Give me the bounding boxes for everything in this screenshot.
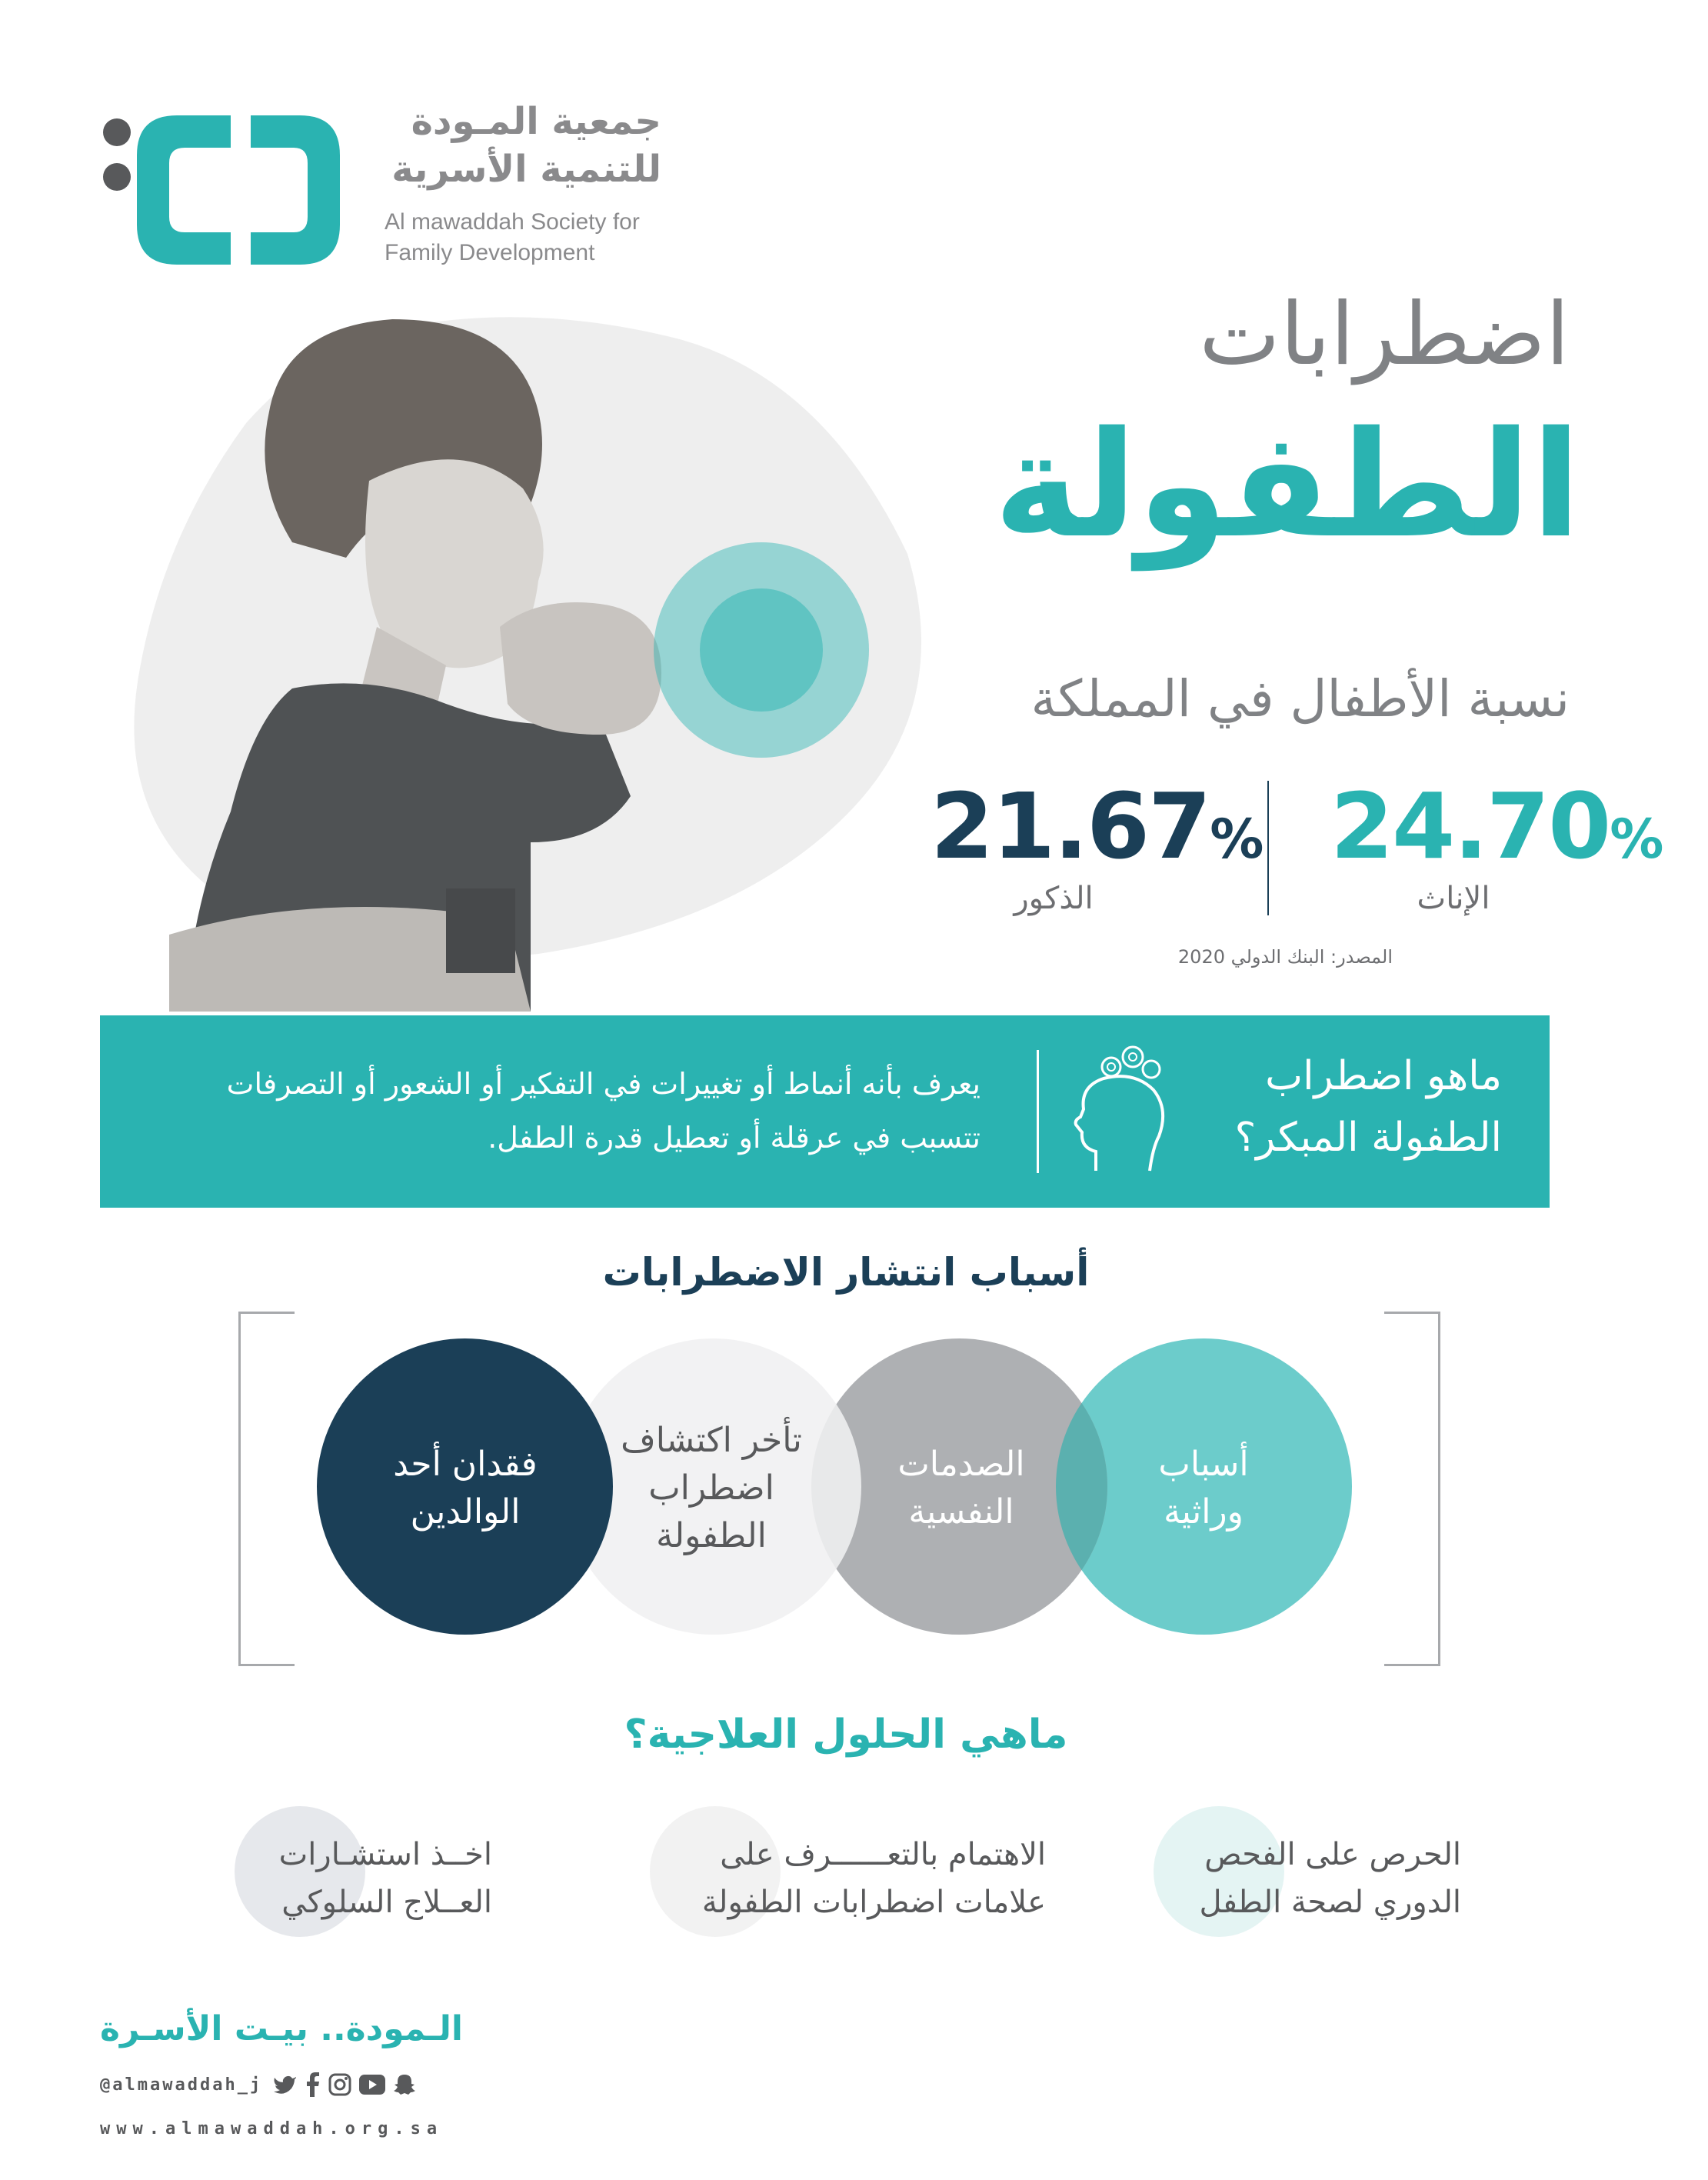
logo-name-en-2: Family Development: [385, 240, 595, 265]
cause-late-detection-text: [592, 1408, 831, 1569]
male-value: 21.67: [931, 773, 1210, 879]
solution-1: [1107, 1831, 1461, 1926]
cause-trauma-line-1: الصدمات: [897, 1445, 1025, 1484]
slogan: الـمودة.. بيـت الأسـرة: [100, 2009, 463, 2048]
logo-name-ar-1: جمعية المـودة: [411, 100, 661, 143]
title-line-1: اضطرابات: [1199, 285, 1570, 385]
cause-parent-line-2: الوالدين: [410, 1492, 521, 1532]
stats-divider: [1267, 781, 1269, 915]
male-label: الذكور: [1014, 881, 1094, 916]
cause-trauma-line-2: النفسية: [908, 1492, 1014, 1532]
head-thoughts-icon: [1073, 1040, 1173, 1186]
female-value: 24.70: [1330, 773, 1610, 879]
right-bracket: [1384, 1312, 1440, 1666]
logo-name-en-1: Al mawaddah Society for: [385, 209, 640, 235]
title-line-2: الطفولة: [994, 400, 1581, 570]
female-stat: [1330, 773, 1663, 879]
cause-genetic-line-1: أسباب: [1158, 1445, 1249, 1484]
definition-answer-1: يعرف بأنه أنماط أو تغييرات في التفكير أو الشعور أو التصرفات: [226, 1067, 981, 1101]
cause-late-line-3: الطفولة: [656, 1516, 767, 1555]
definition-question-1: ماهو اضطراب: [1265, 1053, 1502, 1099]
source: المصدر: البنك الدولي 2020: [1177, 946, 1393, 968]
logo: [92, 100, 661, 277]
definition-answer-2: تتسبب في عرقلة أو تعطيل قدرة الطفل.: [488, 1121, 981, 1155]
website[interactable]: www.almawaddah.org.sa: [100, 2119, 444, 2138]
accent-circle-inner: [700, 588, 823, 712]
mawaddah-logo-mark-icon: [92, 100, 385, 277]
male-percent: %: [1210, 808, 1263, 871]
solution-3-line-2: العــلاج السلوكي: [281, 1885, 492, 1920]
cause-late-line-1: تأخر اكتشاف: [621, 1421, 802, 1460]
cause-genetic-line-2: وراثية: [1164, 1492, 1244, 1532]
cause-late-line-2: اضطراب: [648, 1468, 774, 1508]
solution-3-line-1: اخــذ استشـارات: [278, 1837, 492, 1872]
logo-name-ar-2: للتنمية الأسرية: [391, 148, 661, 191]
solution-2-line-1: الاهتمام بالتعــــــرف على: [720, 1837, 1046, 1872]
social-row: [100, 2069, 469, 2100]
snapchat-icon[interactable]: [393, 2073, 416, 2096]
left-bracket: [238, 1312, 295, 1666]
facebook-icon[interactable]: [305, 2072, 321, 2097]
cause-trauma-text: [842, 1431, 1080, 1546]
youtube-icon[interactable]: [359, 2075, 385, 2095]
female-percent: %: [1610, 808, 1663, 871]
solution-2-line-2: علامات اضطرابات الطفولة: [701, 1885, 1046, 1920]
male-stat: [931, 773, 1263, 879]
definition-question-2: الطفولة المبكر؟: [1234, 1115, 1502, 1161]
solution-1-line-2: الدوري لصحة الطفل: [1199, 1885, 1461, 1920]
cause-parent-line-1: فقدان أحد: [393, 1445, 538, 1484]
cause-parent-loss-text: [346, 1431, 584, 1546]
instagram-icon[interactable]: [328, 2073, 351, 2096]
solution-1-line-1: الحرص على الفحص: [1204, 1837, 1461, 1872]
cause-genetic-text: [1084, 1431, 1323, 1546]
solutions-title: ماهي الحلول العلاجية؟: [624, 1712, 1068, 1758]
subtitle: نسبة الأطفال في المملكة: [1030, 669, 1570, 728]
child-photo: [169, 304, 846, 1012]
solution-2: [631, 1831, 1046, 1926]
definition-band: [100, 1015, 1550, 1208]
female-label: الإناث: [1417, 881, 1490, 916]
definition-divider: [1037, 1050, 1039, 1173]
handle[interactable]: @almawaddah_j: [100, 2075, 263, 2095]
twitter-icon[interactable]: [273, 2074, 298, 2095]
causes-title: أسباب انتشار الاضطرابات: [602, 1250, 1090, 1295]
solution-3: [215, 1831, 492, 1926]
